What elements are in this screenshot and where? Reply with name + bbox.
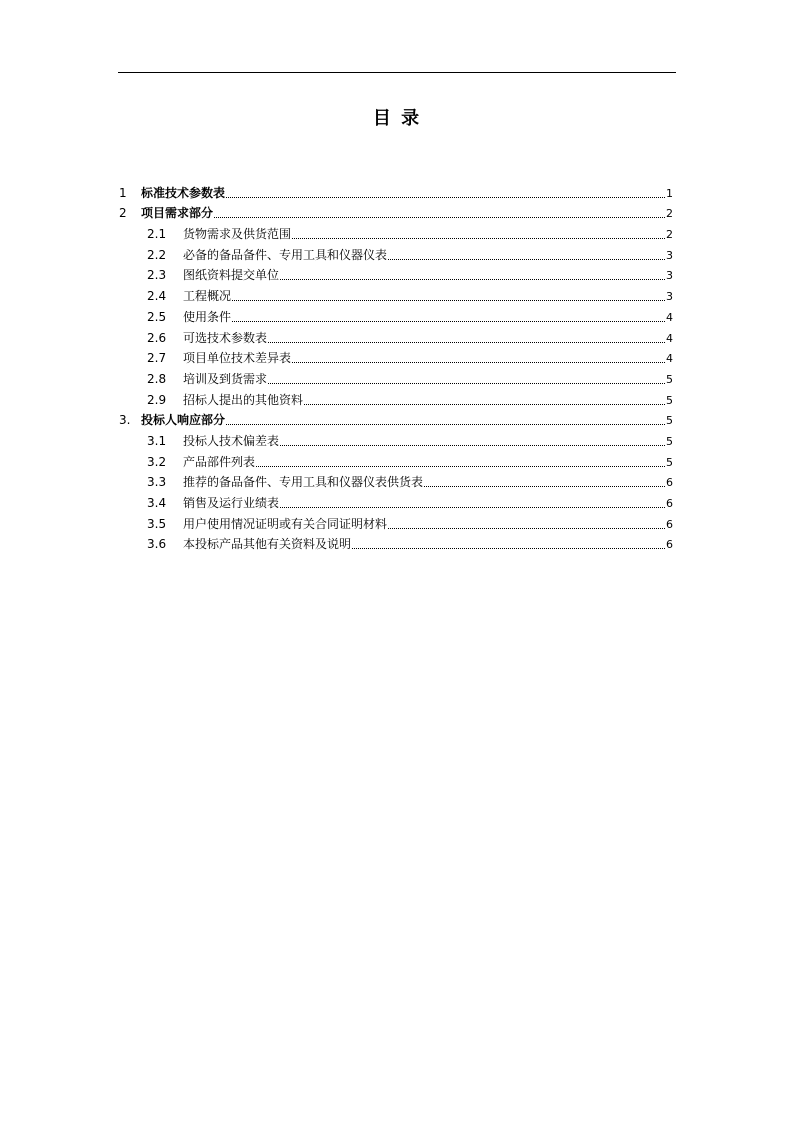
toc-dot-leader: [232, 299, 665, 301]
toc-entry[interactable]: [118, 449, 673, 470]
toc-entry-number: 3.6: [147, 537, 167, 552]
toc-entry-title: 货物需求及供货范围: [183, 227, 292, 242]
toc-entry-number: 3.1: [147, 433, 167, 448]
toc-entry-page: 6: [666, 538, 673, 552]
toc-entry[interactable]: [118, 532, 673, 553]
toc-dot-leader: [292, 361, 665, 363]
toc-entry[interactable]: [118, 325, 673, 346]
toc-entry[interactable]: [118, 366, 673, 387]
toc-entry-title: 招标人提出的其他资料: [183, 392, 304, 407]
toc-entry-page: 5: [666, 455, 673, 469]
toc-entry-title: 工程概况: [183, 289, 232, 304]
toc-dot-leader: [280, 444, 665, 446]
toc-entry-number: 2: [119, 206, 127, 221]
table-of-contents: [118, 180, 673, 552]
toc-entry[interactable]: [118, 201, 673, 222]
toc-dot-leader: [352, 547, 665, 549]
toc-entry-title: 推荐的备品备件、专用工具和仪器仪表供货表: [183, 475, 424, 490]
toc-entry-number: 3.4: [147, 496, 167, 510]
toc-entry-number: 2.7: [147, 351, 167, 366]
toc-entry-number: 1: [119, 185, 127, 200]
toc-entry-title: 必备的备品备件、专用工具和仪器仪表: [183, 247, 388, 262]
toc-dot-leader: [388, 258, 665, 260]
toc-dot-leader: [256, 465, 665, 467]
toc-entry-page: 5: [666, 414, 673, 428]
toc-entry-title: 图纸资料提交单位: [183, 268, 280, 283]
toc-entry-title: 项目单位技术差异表: [183, 351, 292, 366]
toc-entry-page: 5: [666, 372, 673, 386]
toc-entry[interactable]: [118, 428, 673, 449]
toc-entry[interactable]: [118, 490, 673, 511]
toc-dot-leader: [388, 527, 665, 529]
toc-entry-title: 用户使用情况证明或有关合同证明材料: [183, 516, 388, 531]
toc-entry-number: 2.3: [147, 268, 167, 283]
toc-dot-leader: [424, 485, 665, 487]
toc-entry-page: 6: [666, 517, 673, 531]
toc-entry[interactable]: [118, 283, 673, 304]
toc-entry[interactable]: [118, 387, 673, 408]
toc-entry[interactable]: [118, 408, 673, 429]
toc-entry-title: 项目需求部分: [141, 206, 214, 221]
toc-entry-page: 3: [666, 269, 673, 283]
toc-entry-title: 本投标产品其他有关资料及说明: [183, 537, 352, 552]
toc-dot-leader: [214, 216, 665, 218]
toc-entry-number: 2.9: [147, 392, 167, 407]
toc-entry-page: 6: [666, 476, 673, 490]
toc-entry-number: 2.2: [147, 247, 167, 262]
toc-dot-leader: [268, 382, 665, 384]
toc-entry[interactable]: [118, 221, 673, 242]
toc-entry-page: 4: [666, 310, 673, 324]
toc-entry-page: 3: [666, 290, 673, 304]
toc-dot-leader: [280, 278, 665, 280]
toc-entry[interactable]: [118, 511, 673, 532]
toc-entry-number: 2.6: [147, 330, 167, 345]
toc-entry[interactable]: [118, 242, 673, 263]
toc-dot-leader: [304, 403, 665, 405]
toc-entry-page: 5: [666, 393, 673, 407]
toc-entry-number: 3.2: [147, 454, 167, 469]
toc-entry-page: 3: [666, 248, 673, 262]
toc-entry-page: 2: [666, 207, 673, 221]
header-rule: [118, 72, 676, 73]
toc-entry-page: 2: [666, 228, 673, 242]
toc-entry-title: 可选技术参数表: [183, 330, 268, 345]
toc-entry[interactable]: [118, 470, 673, 491]
toc-entry[interactable]: [118, 180, 673, 201]
toc-dot-leader: [268, 341, 665, 343]
toc-entry-number: 2.1: [147, 227, 167, 242]
toc-entry-title: 投标人响应部分: [141, 413, 226, 428]
toc-entry-number: 3.: [119, 413, 131, 428]
toc-dot-leader: [226, 196, 665, 198]
toc-dot-leader: [232, 320, 665, 322]
toc-entry-number: 2.8: [147, 371, 167, 386]
toc-dot-leader: [280, 506, 665, 508]
toc-dot-leader: [226, 423, 665, 425]
toc-entry-page: 1: [666, 186, 673, 200]
toc-entry[interactable]: [118, 304, 673, 325]
toc-entry-number: 2.4: [147, 289, 167, 304]
toc-entry-title: 投标人技术偏差表: [183, 433, 280, 448]
toc-entry-page: 4: [666, 352, 673, 366]
toc-entry-number: 3.5: [147, 516, 167, 531]
toc-entry-title: 使用条件: [183, 309, 232, 324]
toc-entry[interactable]: [118, 346, 673, 367]
toc-entry-page: 6: [666, 497, 673, 510]
toc-entry[interactable]: [118, 263, 673, 284]
toc-entry-page: 4: [666, 331, 673, 345]
toc-entry-title: 销售及运行业绩表: [183, 496, 280, 510]
toc-entry-number: 3.3: [147, 475, 167, 490]
toc-entry-title: 培训及到货需求: [183, 371, 268, 386]
toc-entry-page: 5: [666, 434, 673, 448]
toc-title: 目 录: [372, 108, 422, 129]
toc-entry-title: 标准技术参数表: [141, 185, 226, 200]
toc-entry-title: 产品部件列表: [183, 454, 256, 469]
toc-dot-leader: [292, 237, 665, 239]
toc-entry-number: 2.5: [147, 309, 167, 324]
